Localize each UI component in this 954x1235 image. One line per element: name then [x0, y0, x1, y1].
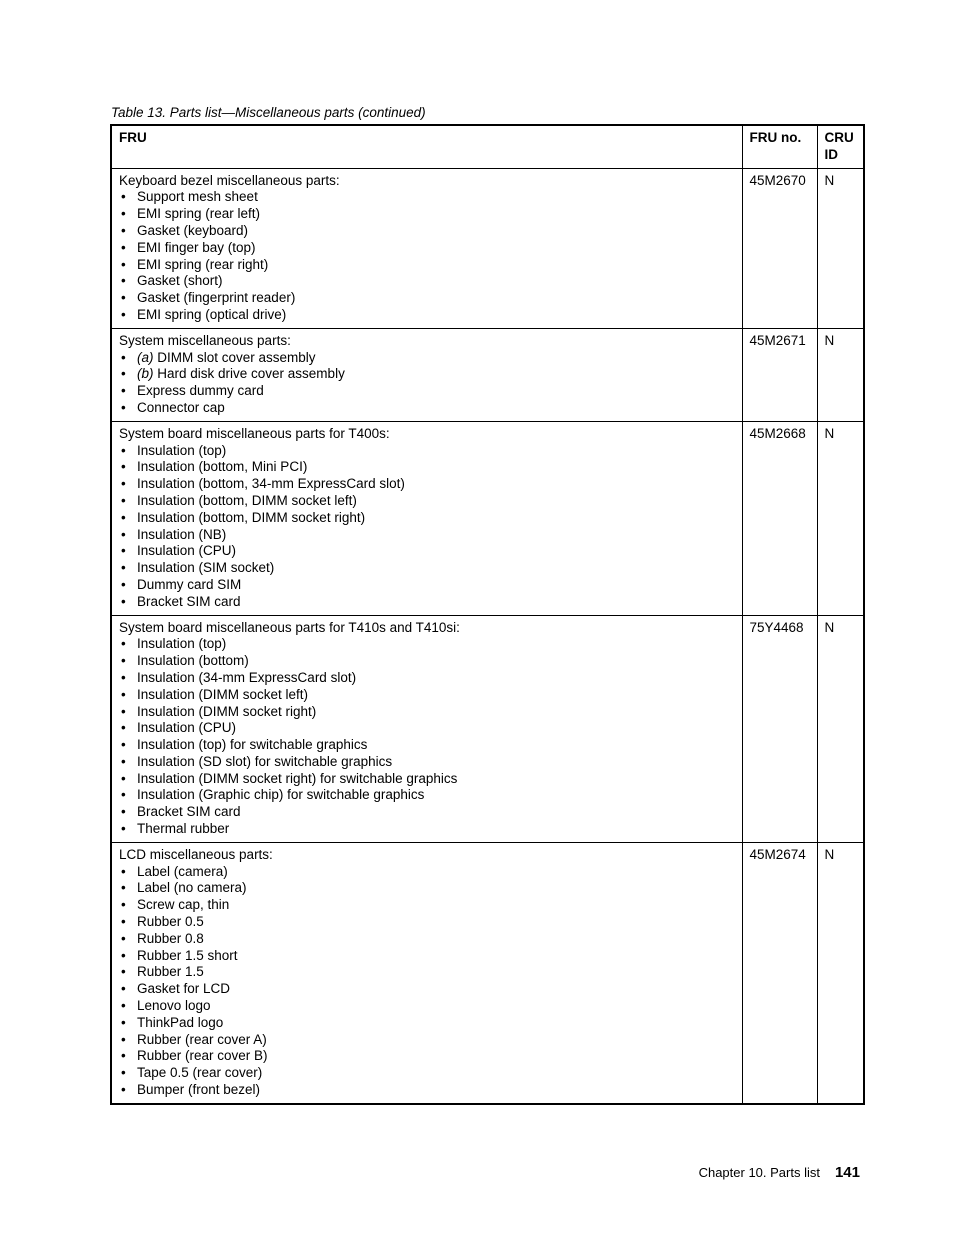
item-text: Bracket SIM card	[137, 804, 241, 820]
group-title: LCD miscellaneous parts:	[119, 846, 273, 862]
list-item	[119, 366, 735, 383]
list-item	[119, 1082, 735, 1099]
list-item	[119, 981, 735, 998]
list-item	[119, 223, 735, 240]
parts-table	[110, 124, 865, 1105]
list-item	[119, 240, 735, 257]
item-text: Insulation (DIMM socket right) for switchable graphics	[137, 770, 458, 786]
item-text: Rubber 1.5 short	[137, 947, 238, 963]
page-number: 141	[834, 1164, 860, 1181]
item-text: Label (no camera)	[137, 880, 247, 896]
list-item	[119, 560, 735, 577]
cru-id-cell: N	[817, 421, 864, 615]
group-title: Keyboard bezel miscellaneous parts:	[119, 172, 340, 188]
list-item	[119, 1032, 735, 1049]
group-title: System miscellaneous parts:	[119, 332, 291, 348]
list-item	[119, 720, 735, 737]
cru-id-cell: N	[817, 615, 864, 842]
fru-no-cell: 45M2668	[742, 421, 817, 615]
list-item	[119, 543, 735, 560]
item-text: Thermal rubber	[137, 821, 230, 837]
item-text: Gasket (keyboard)	[137, 222, 249, 238]
list-item	[119, 350, 735, 367]
list-item	[119, 687, 735, 704]
table-body	[111, 168, 864, 1104]
table-caption: Table 13. Parts list—Miscellaneous parts (continued)	[111, 105, 426, 120]
page-footer	[699, 1163, 860, 1183]
list-item	[119, 510, 735, 527]
item-text: Insulation (top)	[137, 636, 227, 652]
item-text: Insulation (bottom, 34-mm ExpressCard slot)	[137, 476, 405, 492]
item-text: Insulation (DIMM socket right)	[137, 703, 317, 719]
list-item	[119, 206, 735, 223]
item-text: Insulation (SD slot) for switchable graphics	[137, 753, 393, 769]
list-item	[119, 290, 735, 307]
list-item	[119, 257, 735, 274]
item-text: Rubber 0.8	[137, 930, 204, 946]
list-item	[119, 998, 735, 1015]
list-item	[119, 273, 735, 290]
part-list	[119, 443, 735, 611]
list-item	[119, 577, 735, 594]
list-item	[119, 1065, 735, 1082]
table-row	[111, 615, 864, 842]
item-text: Lenovo logo	[137, 998, 211, 1014]
header-cru-id: CRU ID	[817, 125, 864, 168]
list-item	[119, 653, 735, 670]
item-text: Bracket SIM card	[137, 593, 241, 609]
item-text: Rubber 0.5	[137, 914, 204, 930]
list-item	[119, 897, 735, 914]
item-text: Support mesh sheet	[137, 189, 258, 205]
list-item	[119, 476, 735, 493]
list-item	[119, 443, 735, 460]
list-item	[119, 189, 735, 206]
item-text: Insulation (top) for switchable graphics	[137, 737, 368, 753]
item-text: Screw cap, thin	[137, 897, 230, 913]
cru-id-cell: N	[817, 328, 864, 421]
group-title: System board miscellaneous parts for T400s:	[119, 425, 390, 441]
item-text: DIMM slot cover assembly	[153, 349, 316, 365]
fru-cell	[111, 168, 742, 328]
list-item	[119, 964, 735, 981]
item-text: Insulation (Graphic chip) for switchable graphics	[137, 787, 425, 803]
list-item	[119, 787, 735, 804]
list-item	[119, 704, 735, 721]
fru-cell	[111, 328, 742, 421]
item-text: Insulation (bottom)	[137, 653, 249, 669]
item-text: EMI spring (optical drive)	[137, 306, 287, 322]
item-text: Bumper (front bezel)	[137, 1082, 261, 1098]
list-item	[119, 804, 735, 821]
item-text: Insulation (bottom, DIMM socket left)	[137, 492, 357, 508]
table-row	[111, 842, 864, 1103]
list-item	[119, 400, 735, 417]
fru-cell	[111, 421, 742, 615]
item-text: Insulation (SIM socket)	[137, 560, 275, 576]
item-text: Insulation (NB)	[137, 526, 227, 542]
item-text: EMI spring (rear left)	[137, 206, 261, 222]
item-text: Gasket (fingerprint reader)	[137, 290, 296, 306]
part-list	[119, 864, 735, 1099]
item-text: Express dummy card	[137, 383, 264, 399]
item-text: Insulation (34-mm ExpressCard slot)	[137, 669, 357, 685]
item-text: Insulation (CPU)	[137, 720, 237, 736]
item-text: EMI finger bay (top)	[137, 239, 256, 255]
header-fru: FRU	[111, 125, 742, 168]
table-row	[111, 168, 864, 328]
item-text: Rubber (rear cover B)	[137, 1048, 268, 1064]
header-fru-no: FRU no.	[742, 125, 817, 168]
list-item	[119, 1048, 735, 1065]
table-row	[111, 328, 864, 421]
table-header-row	[111, 125, 864, 168]
item-text: Insulation (CPU)	[137, 543, 237, 559]
list-item	[119, 594, 735, 611]
item-text: Insulation (bottom, Mini PCI)	[137, 459, 308, 475]
cru-id-cell: N	[817, 168, 864, 328]
list-item	[119, 864, 735, 881]
item-prefix: (a)	[137, 349, 154, 365]
item-text: Insulation (bottom, DIMM socket right)	[137, 509, 366, 525]
item-text: EMI spring (rear right)	[137, 256, 269, 272]
part-list	[119, 189, 735, 323]
cru-id-cell: N	[817, 842, 864, 1103]
list-item	[119, 948, 735, 965]
item-text: Rubber 1.5	[137, 964, 204, 980]
list-item	[119, 493, 735, 510]
list-item	[119, 307, 735, 324]
item-text: Rubber (rear cover A)	[137, 1031, 267, 1047]
item-text: Insulation (DIMM socket left)	[137, 686, 309, 702]
item-text: Gasket (short)	[137, 273, 223, 289]
item-text: Hard disk drive cover assembly	[153, 366, 345, 382]
fru-cell	[111, 615, 742, 842]
list-item	[119, 821, 735, 838]
fru-no-cell: 45M2670	[742, 168, 817, 328]
list-item	[119, 527, 735, 544]
item-prefix: (b)	[137, 366, 154, 382]
list-item	[119, 670, 735, 687]
fru-cell	[111, 842, 742, 1103]
fru-no-cell: 75Y4468	[742, 615, 817, 842]
item-text: Label (camera)	[137, 863, 228, 879]
part-list	[119, 350, 735, 417]
item-text: ThinkPad logo	[137, 1014, 224, 1030]
item-text: Insulation (top)	[137, 442, 227, 458]
list-item	[119, 754, 735, 771]
list-item	[119, 1015, 735, 1032]
fru-no-cell: 45M2671	[742, 328, 817, 421]
fru-no-cell: 45M2674	[742, 842, 817, 1103]
list-item	[119, 383, 735, 400]
list-item	[119, 459, 735, 476]
list-item	[119, 914, 735, 931]
part-list	[119, 636, 735, 838]
list-item	[119, 636, 735, 653]
table-row	[111, 421, 864, 615]
item-text: Connector cap	[137, 399, 225, 415]
item-text: Tape 0.5 (rear cover)	[137, 1065, 263, 1081]
footer-chapter: Chapter 10. Parts list	[698, 1165, 820, 1180]
list-item	[119, 737, 735, 754]
item-text: Gasket for LCD	[137, 981, 231, 997]
item-text: Dummy card SIM	[137, 576, 242, 592]
group-title: System board miscellaneous parts for T410s and T410si:	[119, 619, 460, 635]
list-item	[119, 771, 735, 788]
list-item	[119, 931, 735, 948]
list-item	[119, 880, 735, 897]
